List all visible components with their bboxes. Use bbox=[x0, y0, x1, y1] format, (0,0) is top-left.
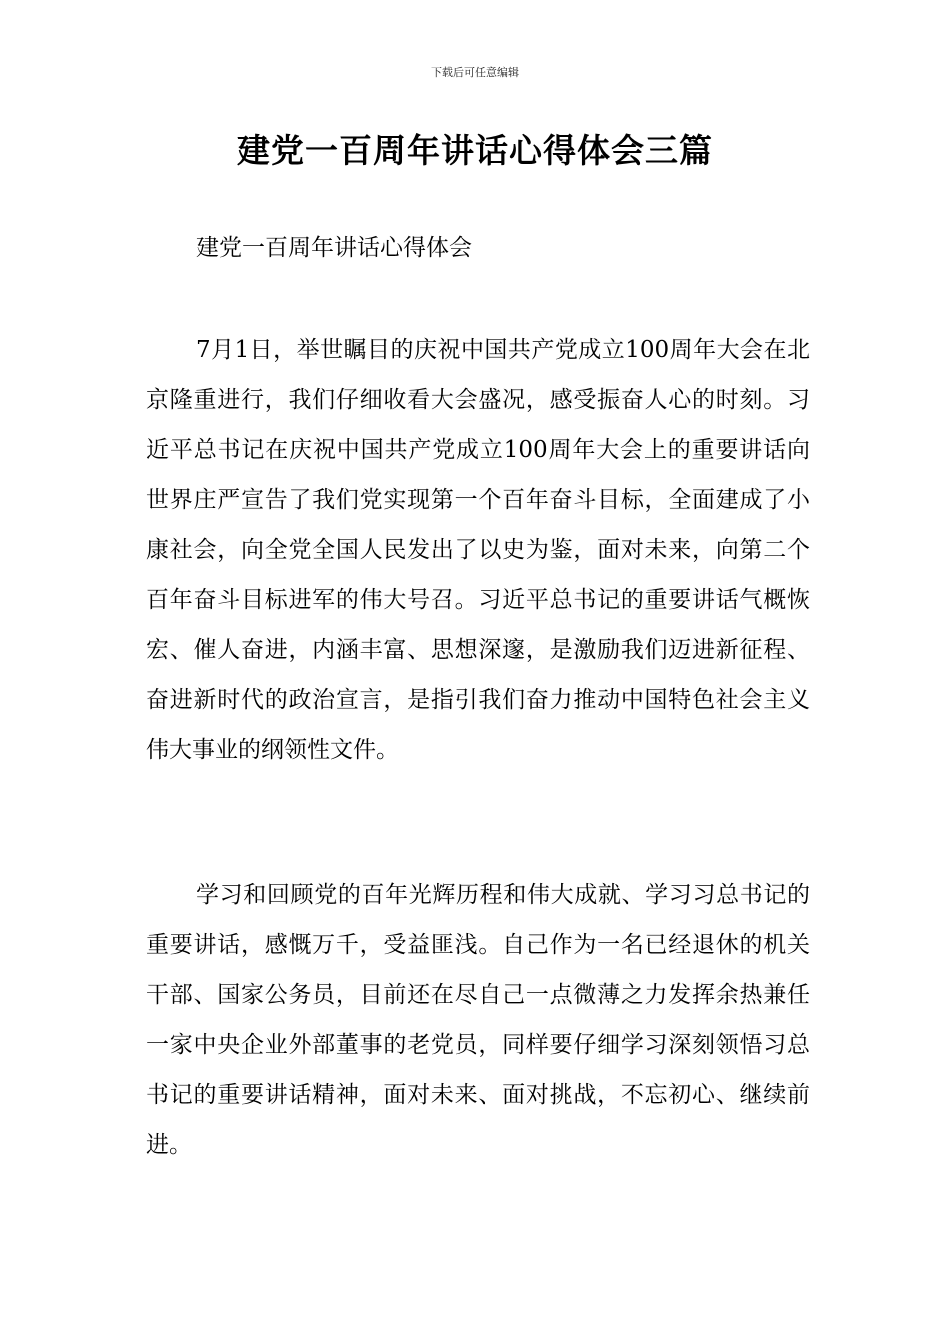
body-paragraph: 学习和回顾党的百年光辉历程和伟大成就、学习习总书记的重要讲话，感慨万千，受益匪浅。自己作为一名已经退休的机关干部、国家公务员，目前还在尽自己一点微薄之力发挥余热兼任一家中央企业外部董事的老党员，同样要仔细学习深刻领悟习总书记的重要讲话精神，面对未来、面对挑战，不忘初心、继续前进。 bbox=[146, 882, 810, 1158]
document-subtitle: 建党一百周年讲话心得体会 bbox=[196, 235, 472, 261]
document-title: 建党一百周年讲话心得体会三篇 bbox=[237, 131, 713, 170]
header-note: 下载后可任意编辑 bbox=[431, 66, 519, 79]
body-paragraph: 7月1日，举世瞩目的庆祝中国共产党成立100周年大会在北京隆重进行，我们仔细收看大会盛况，感受振奋人心的时刻。习近平总书记在庆祝中国共产党成立100周年大会上的重要讲话向世界庄严宣告了我们党实现第一个百年奋斗目标，全面建成了小康社会，向全党全国人民发出了以史为鉴，面对未来，向第二个百年奋斗目标进军的伟大号召。习近平总书记的重要讲话气概恢宏、催人奋进，内涵丰富、思想深邃，是激励我们迈进新征程、奋进新时代的政治宣言，是指引我们奋力推动中国特色社会主义伟大事业的纲领性文件。 bbox=[146, 337, 810, 763]
